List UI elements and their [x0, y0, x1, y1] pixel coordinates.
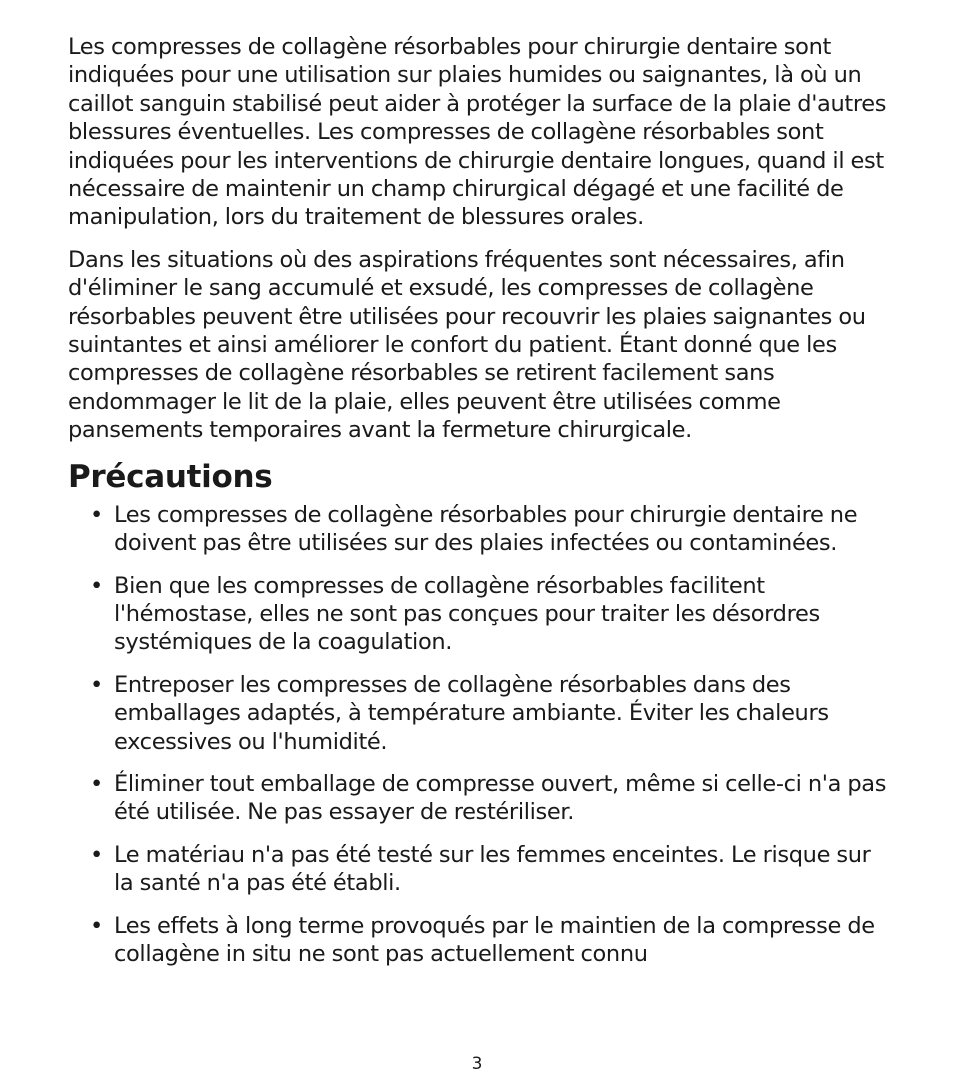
list-item: [68, 501, 896, 558]
list-item: [68, 572, 896, 657]
bullet-icon: •: [90, 841, 103, 868]
list-item: [68, 671, 896, 756]
bullet-icon: •: [90, 501, 103, 528]
bullet-icon: •: [90, 912, 103, 939]
list-item-text: Bien que les compresses de collagène résorbables facilitent l'hémostase, elles ne sont pas conçues pour traiter les désordres systémiques de la coagulation.: [114, 572, 820, 656]
list-item-text: Les effets à long terme provoqués par le maintien de la compresse de collagène in situ ne sont pas actuellement connu: [114, 912, 875, 967]
list-item-text: Éliminer tout emballage de compresse ouvert, même si celle-ci n'a pas été utilisée. Ne pas essayer de restériliser.: [114, 770, 887, 826]
bullet-icon: •: [90, 770, 103, 797]
aspiration-paragraph: Dans les situations où des aspirations fréquentes sont nécessaires, afin d'éliminer le sang accumulé et exsudé, les compresses de collagène résorbables peuvent être utilisées pour recouvrir les plaies saignantes ou suintantes et ainsi améliorer le confort du patient. Étant donné que les compresses de collagène résorbables se retirent facilement sans endommager le lit de la plaie, elles peuvent être utilisées comme pansements temporaires avant la fermeture chirurgicale.: [68, 246, 866, 444]
bullet-icon: •: [90, 671, 103, 698]
precautions-heading: Précautions: [68, 458, 273, 495]
list-item: [68, 770, 896, 827]
page-number: 3: [471, 1054, 483, 1074]
precautions-list: [68, 501, 896, 969]
list-item-text: Le matériau n'a pas été testé sur les femmes enceintes. Le risque sur la santé n'a pas été établi.: [114, 841, 871, 897]
intro-paragraph: Les compresses de collagène résorbables pour chirurgie dentaire sont indiquées pour une utilisation sur plaies humides ou saignantes, là où un caillot sanguin stabilisé peut aider à protéger la surface de la plaie d'autres blessures éventuelles. Les compresses de collagène résorbables sont indiquées pour les interventions de chirurgie dentaire longues, quand il est nécessaire de maintenir un champ chirurgical dégagé et une facilité de manipulation, lors du traitement de blessures orales.: [68, 34, 887, 231]
document-page: [68, 33, 896, 982]
list-item-text: Les compresses de collagène résorbables pour chirurgie dentaire ne doivent pas être utilisées sur des plaies infectées ou contaminées.: [114, 501, 858, 557]
bullet-icon: •: [90, 572, 103, 599]
list-item: [68, 912, 896, 969]
list-item-text: Entreposer les compresses de collagène résorbables dans des emballages adaptés, à température ambiante. Éviter les chaleurs excessives ou l'humidité.: [114, 671, 829, 755]
list-item: [68, 841, 896, 898]
